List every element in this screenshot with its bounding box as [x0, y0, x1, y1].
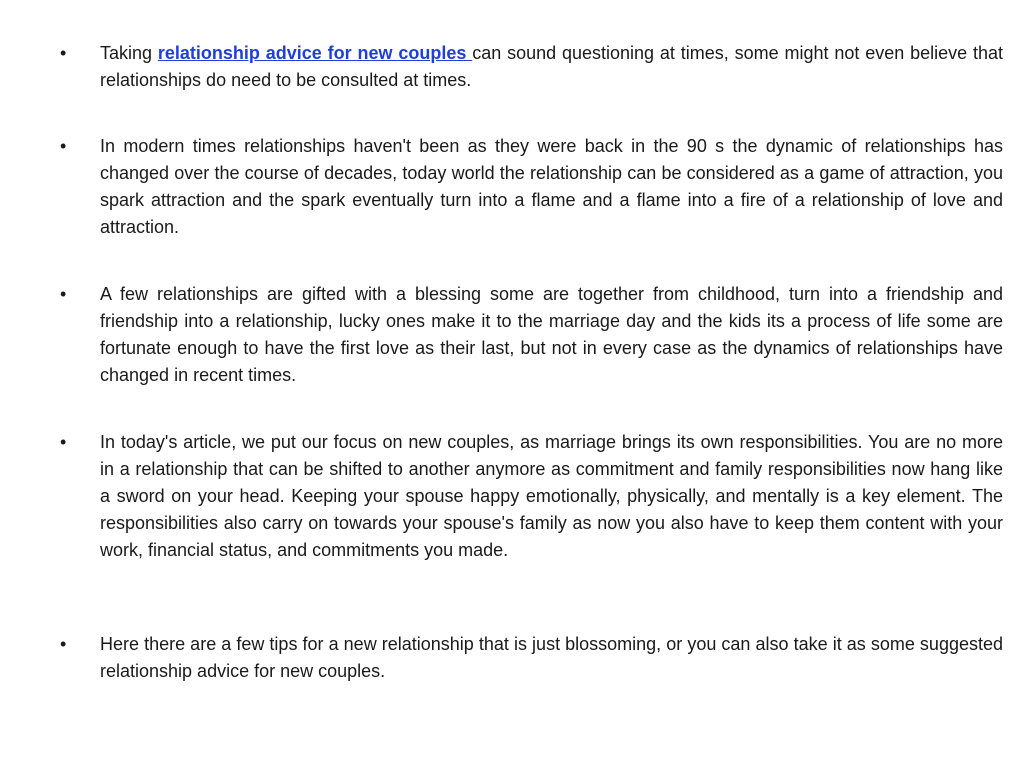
- bullet-item-5: [60, 631, 1003, 685]
- bullet-item-2: [60, 133, 1003, 241]
- bullet-icon: •: [60, 136, 67, 156]
- paragraph-4-text: In today's article, we put our focus on new couples, as marriage brings its own responsibilities. You are no more in a relationship that can be shifted to another anymore as commitment and family responsibilities now hang like a sword on your head. Keeping your spouse happy emotionally, physically, and mentally is a key element. The responsibilities also carry on towards your spouse's family as now you also have to keep them content with your work, financial status, and commitments you made.: [100, 432, 1003, 560]
- paragraph-2-text: In modern times relationships haven't been as they were back in the 90 s the dynamic of relationships has changed over the course of decades, today world the relationship can be considered as a game of attraction, you spark attraction and the spark eventually turn into a flame and a flame into a fire of a relationship of love and attraction.: [100, 136, 1003, 237]
- bullet-item-1: [60, 40, 1003, 94]
- bullet-item-4: [60, 429, 1003, 564]
- paragraph-3-text: A few relationships are gifted with a blessing some are together from childhood, turn into a friendship and friendship into a relationship, lucky ones make it to the marriage day and the kids its a process of life some are fortunate enough to have the first love as their last, but not in every case as the dynamics of relationships have changed in recent times.: [100, 284, 1003, 385]
- paragraph-1-rest: can sound questioning at times, some might not even believe that relationships do need to be consulted at times.: [100, 43, 1003, 90]
- bullet-icon: •: [60, 43, 67, 63]
- paragraph-1-lead: Taking: [100, 43, 158, 63]
- bullet-icon: •: [60, 432, 67, 452]
- bullet-icon: •: [60, 284, 67, 304]
- paragraph-5-text: Here there are a few tips for a new relationship that is just blossoming, or you can also take it as some suggested relationship advice for new couples.: [100, 634, 1003, 681]
- relationship-advice-link[interactable]: relationship advice for new couples: [157, 43, 473, 63]
- bullet-item-3: [60, 281, 1003, 389]
- bullet-icon: •: [60, 634, 67, 654]
